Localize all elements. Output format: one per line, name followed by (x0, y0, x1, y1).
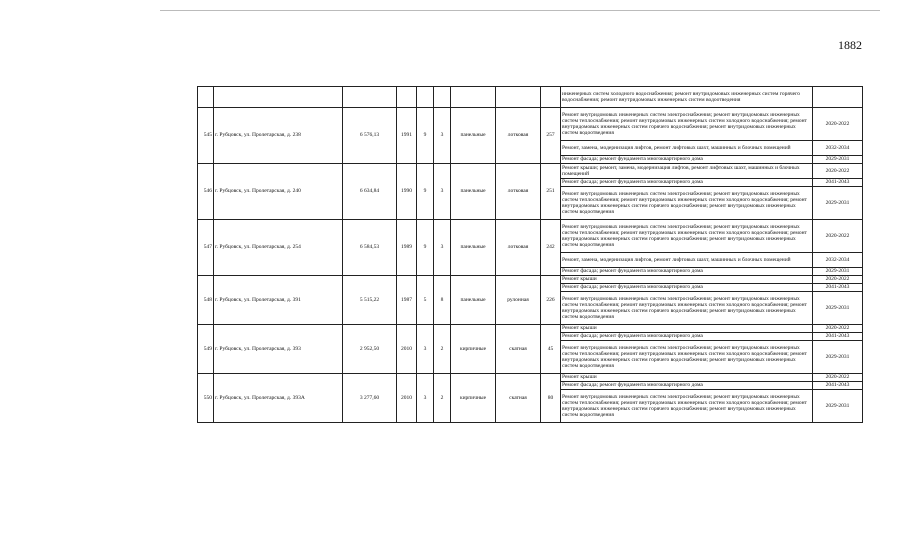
cell-work: Ремонт крыши; ремонт, замена, модернизация лифтов, ремонт лифтовых шахт, машинных и блочных помещений (561, 164, 813, 179)
cell-floors: 9 (417, 108, 434, 164)
cell-years: 2032-2034 (813, 141, 863, 156)
cell-years: 2029-2031 (813, 341, 863, 374)
table-row (198, 164, 863, 179)
cell-entrances (434, 87, 451, 108)
cell-floors: 9 (417, 164, 434, 220)
cell-work: инженерных систем холодного водоснабжения; ремонт внутридомовых инженерных систем горячего водоснабжения; ремонт внутридомовых инженерных систем водоотведения (561, 87, 813, 108)
cell-no: 550 (198, 374, 214, 423)
cell-address: г. Рубцовск, ул. Пролетарская, д. 254 (214, 220, 343, 276)
cell-years: 2029-2031 (813, 187, 863, 220)
cell-residents: 226 (541, 276, 561, 325)
cell-no: 549 (198, 325, 214, 374)
cell-floors (417, 87, 434, 108)
cell-work: Ремонт внутридомовых инженерных систем электроснабжения; ремонт внутридомовых инженерных систем теплоснабжения; ремонт внутридомовых инженерных систем холодного водоснабжения; ремонт внутридомовых инженерных систем горячего водоснабжения; ремонт внутридомовых инженерных систем водоотведения (561, 187, 813, 220)
cell-floors: 5 (417, 276, 434, 325)
cell-entrances: 3 (434, 220, 451, 276)
cell-area: 6 584,53 (343, 220, 397, 276)
cell-walls: кирпичные (451, 374, 496, 423)
table-row (198, 220, 863, 253)
table-body (198, 87, 863, 423)
cell-year: 1991 (397, 108, 417, 164)
cell-work: Ремонт, замена, модернизация лифтов, ремонт лифтовых шахт, машинных и блочных помещений (561, 141, 813, 156)
cell-years (813, 87, 863, 108)
cell-roof: лотковая (496, 108, 541, 164)
cell-work: Ремонт внутридомовых инженерных систем электроснабжения; ремонт внутридомовых инженерных систем теплоснабжения; ремонт внутридомовых инженерных систем холодного водоснабжения; ремонт внутридомовых инженерных систем горячего водоснабжения; ремонт внутридомовых инженерных систем водоотведения (561, 292, 813, 325)
cell-roof: лотковая (496, 220, 541, 276)
cell-work: Ремонт фасада; ремонт фундамента многоквартирного дома (561, 333, 813, 341)
cell-work: Ремонт крыши (561, 374, 813, 382)
cell-floors: 3 (417, 325, 434, 374)
cell-address: г. Рубцовск, ул. Пролетарская, д. 238 (214, 108, 343, 164)
cell-roof: скатная (496, 325, 541, 374)
cell-years: 2041-2043 (813, 179, 863, 187)
cell-years: 2020-2022 (813, 325, 863, 333)
housing-repair-table (197, 86, 863, 423)
cell-area: 6 634,84 (343, 164, 397, 220)
cell-no: 546 (198, 164, 214, 220)
cell-work: Ремонт внутридомовых инженерных систем электроснабжения; ремонт внутридомовых инженерных систем теплоснабжения; ремонт внутридомовых инженерных систем холодного водоснабжения; ремонт внутридомовых инженерных систем горячего водоснабжения; ремонт внутридомовых инженерных систем водоотведения (561, 341, 813, 374)
cell-work: Ремонт, замена, модернизация лифтов, ремонт лифтовых шахт, машинных и блочных помещений (561, 253, 813, 268)
page-number: 1882 (838, 38, 862, 52)
cell-walls: панельные (451, 164, 496, 220)
cell-work: Ремонт фасада; ремонт фундамента многоквартирного дома (561, 382, 813, 390)
cell-address: г. Рубцовск, ул. Пролетарская, д. 240 (214, 164, 343, 220)
cell-years: 2029-2031 (813, 268, 863, 276)
cell-years: 2041-2043 (813, 382, 863, 390)
cell-entrances: 2 (434, 325, 451, 374)
cell-work: Ремонт фасада; ремонт фундамента многоквартирного дома (561, 156, 813, 164)
cell-no: 548 (198, 276, 214, 325)
cell-address: г. Рубцовск, ул. Пролетарская, д. 391 (214, 276, 343, 325)
cell-years: 2041-2043 (813, 284, 863, 292)
cell-entrances: 2 (434, 374, 451, 423)
cell-residents (541, 87, 561, 108)
cell-years: 2029-2031 (813, 292, 863, 325)
cell-area: 3 277,60 (343, 374, 397, 423)
cell-walls: панельные (451, 276, 496, 325)
cell-years: 2029-2031 (813, 390, 863, 423)
table-row (198, 374, 863, 382)
cell-roof (496, 87, 541, 108)
cell-address (214, 87, 343, 108)
cell-year: 2010 (397, 325, 417, 374)
cell-year: 1990 (397, 164, 417, 220)
table-row (198, 108, 863, 141)
cell-years: 2020-2022 (813, 164, 863, 179)
cell-walls: панельные (451, 108, 496, 164)
cell-address: г. Рубцовск, ул. Пролетарская, д. 393А (214, 374, 343, 423)
cell-years: 2032-2034 (813, 253, 863, 268)
cell-work: Ремонт внутридомовых инженерных систем электроснабжения; ремонт внутридомовых инженерных систем теплоснабжения; ремонт внутридомовых инженерных систем холодного водоснабжения; ремонт внутридомовых инженерных систем горячего водоснабжения; ремонт внутридомовых инженерных систем водоотведения (561, 220, 813, 253)
cell-years: 2020-2022 (813, 276, 863, 284)
cell-residents: 45 (541, 325, 561, 374)
cell-area: 5 515,22 (343, 276, 397, 325)
cell-residents: 80 (541, 374, 561, 423)
cell-work: Ремонт внутридомовых инженерных систем электроснабжения; ремонт внутридомовых инженерных систем теплоснабжения; ремонт внутридомовых инженерных систем холодного водоснабжения; ремонт внутридомовых инженерных систем горячего водоснабжения; ремонт внутридомовых инженерных систем водоотведения (561, 390, 813, 423)
cell-year: 2010 (397, 374, 417, 423)
cell-years: 2041-2043 (813, 333, 863, 341)
cell-no: 547 (198, 220, 214, 276)
cell-address: г. Рубцовск, ул. Пролетарская, д. 393 (214, 325, 343, 374)
cell-work: Ремонт фасада; ремонт фундамента многоквартирного дома (561, 179, 813, 187)
cell-roof: лотковая (496, 164, 541, 220)
cell-no: 545 (198, 108, 214, 164)
cell-no (198, 87, 214, 108)
cell-roof: скатная (496, 374, 541, 423)
cell-residents: 251 (541, 164, 561, 220)
cell-entrances: 3 (434, 164, 451, 220)
table-row (198, 325, 863, 333)
cell-work: Ремонт крыши (561, 325, 813, 333)
table-row (198, 276, 863, 284)
cell-floors: 9 (417, 220, 434, 276)
scan-artifact-line (160, 10, 880, 11)
cell-residents: 242 (541, 220, 561, 276)
cell-walls (451, 87, 496, 108)
cell-years: 2020-2022 (813, 374, 863, 382)
cell-work: Ремонт крыши (561, 276, 813, 284)
cell-years: 2020-2022 (813, 108, 863, 141)
cell-area: 6 576,13 (343, 108, 397, 164)
cell-year: 1987 (397, 276, 417, 325)
cell-years: 2029-2031 (813, 156, 863, 164)
cell-residents: 257 (541, 108, 561, 164)
cell-work: Ремонт фасада; ремонт фундамента многоквартирного дома (561, 268, 813, 276)
cell-area (343, 87, 397, 108)
cell-years: 2020-2022 (813, 220, 863, 253)
cell-work: Ремонт внутридомовых инженерных систем электроснабжения; ремонт внутридомовых инженерных систем теплоснабжения; ремонт внутридомовых инженерных систем холодного водоснабжения; ремонт внутридомовых инженерных систем горячего водоснабжения; ремонт внутридомовых инженерных систем водоотведения (561, 108, 813, 141)
cell-work: Ремонт фасада; ремонт фундамента многоквартирного дома (561, 284, 813, 292)
cell-entrances: 8 (434, 276, 451, 325)
cell-entrances: 3 (434, 108, 451, 164)
cell-year (397, 87, 417, 108)
cell-walls: кирпичные (451, 325, 496, 374)
cell-year: 1989 (397, 220, 417, 276)
cell-area: 2 952,50 (343, 325, 397, 374)
table-row (198, 87, 863, 108)
cell-roof: рулонная (496, 276, 541, 325)
cell-floors: 3 (417, 374, 434, 423)
cell-walls: панельные (451, 220, 496, 276)
